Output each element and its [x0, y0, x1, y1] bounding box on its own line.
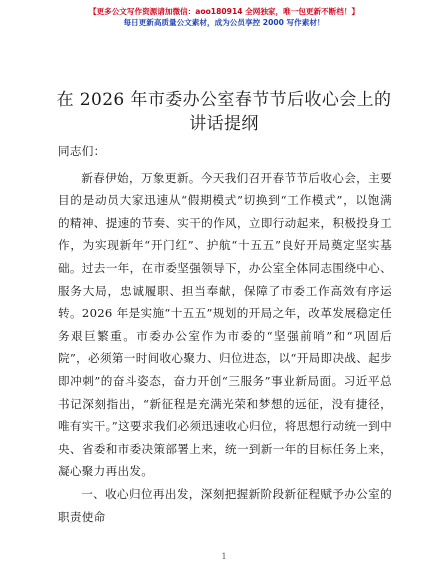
greeting: 同志们： [58, 144, 106, 158]
section-heading: 一、收心归位再出发，深刻把握新阶段新征程赋予办公室的职责使命 [58, 486, 392, 524]
page-number: 1 [221, 552, 227, 561]
promo-banner-line-1: 【更多公文写作资源请加微信：aoo180914 全网独家，唯一包更新不断档！】 [88, 7, 360, 16]
body-paragraph: 新春伊始，万象更新。今天我们召开春节节后收心会，主要目的是动员大家迅速从“假期模式”切换到“工作模式”，以饱满的精神、提速的节奏、实干的作风，立即行动起来，积极投身工作，为实现新年“开门红”、护航“十五五”良好开局奠定坚实基础。过去一年，在市委坚强领导下，办公室全体同志围绕中心、服务大局，忠诚履职、担当奉献，保障了市委工作高效有序运转。2026 年是实施“十五五”规划的开局之年，改革发展稳定任务艰巨繁重。市委办公室作为市委的“坚强前哨”和“巩固后院”，必须第一时间收心聚力、归位进态，以“开局即决战、起步即冲刺”的奋斗姿态，奋力开创“三服务”事业新局面。习近平总书记深刻指出，“新征程是充满光荣和梦想的远征，没有捷径，唯有实干。”这要求我们必须迅速收心归位，将思想行动统一到中央、省委和市委决策部署上来，统一到新一年的目标任务上来，凝心聚力再出发。 [58, 170, 392, 479]
document-body [58, 140, 392, 528]
promo-banner [0, 6, 448, 28]
promo-banner-line-2: 每日更新高质量公文素材，成为公员享控 2000 写作素材！ [123, 18, 325, 27]
document-title: 在 2026 年市委办公室春节节后收心会上的讲话提纲 [56, 90, 392, 134]
